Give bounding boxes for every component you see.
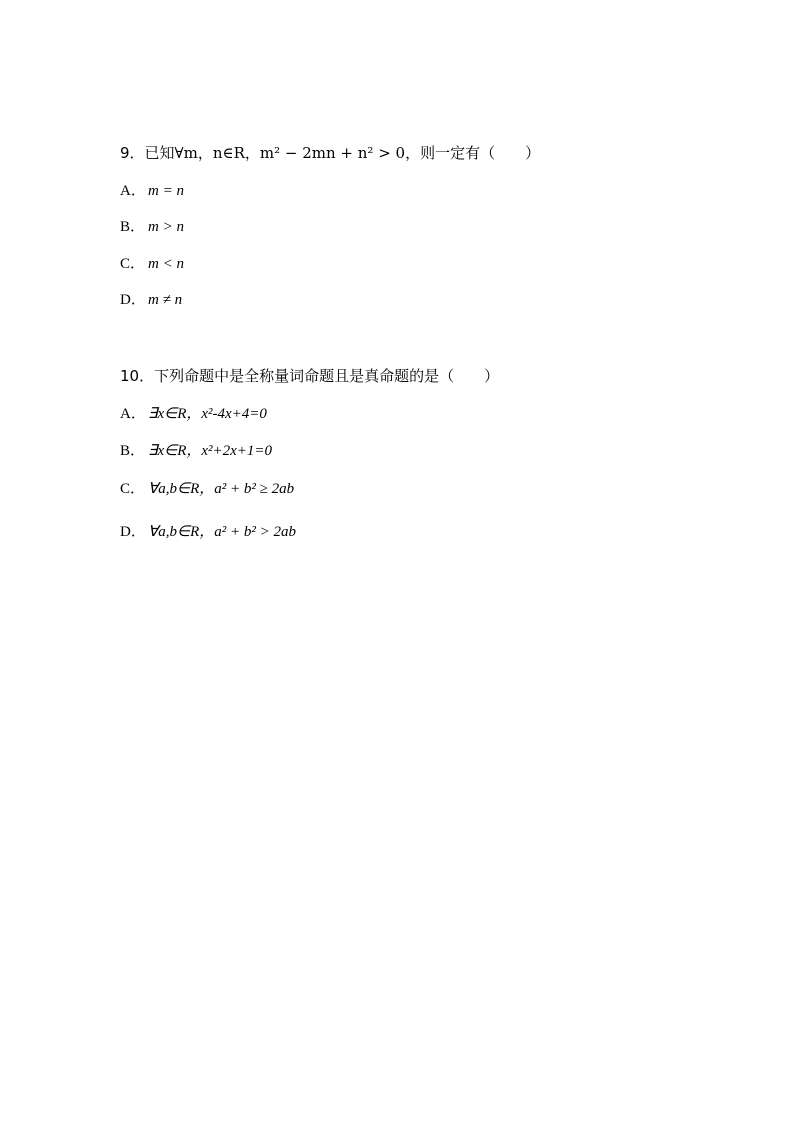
option-text: m < n	[148, 256, 184, 272]
option-label: C．	[120, 256, 146, 272]
option-label: D．	[120, 292, 146, 308]
option-text: ∀a,b∈R，a² + b² ≥ 2ab	[148, 481, 295, 497]
question-9-option-b	[120, 216, 184, 237]
question-10-option-d	[120, 521, 296, 542]
option-label: D．	[120, 524, 146, 540]
question-9-text: 已知∀m，n∈R，m² − 2mn + n² > 0，则一定有（ ）	[144, 144, 541, 162]
option-text: m ≠ n	[148, 292, 183, 308]
question-10-option-c	[120, 478, 294, 499]
question-10-option-b	[120, 440, 272, 461]
option-label: B．	[120, 443, 146, 459]
option-text: m > n	[148, 219, 184, 235]
question-9-option-a	[120, 180, 184, 201]
question-10-stem	[120, 366, 499, 386]
option-text: ∃x∈R，x²+2x+1=0	[148, 443, 273, 459]
option-label: C．	[120, 481, 146, 497]
option-text: ∀a,b∈R，a² + b² > 2ab	[148, 524, 296, 540]
option-label: A．	[120, 183, 146, 199]
option-label: B．	[120, 219, 146, 235]
question-10-option-a	[120, 403, 267, 424]
question-9-number: 9．	[120, 144, 145, 162]
question-9-option-c	[120, 253, 184, 274]
option-text: ∃x∈R，x²-4x+4=0	[148, 406, 267, 422]
option-label: A．	[120, 406, 146, 422]
option-text: m = n	[148, 183, 184, 199]
question-10-text: 下列命题中是全称量词命题且是真命题的是（ ）	[154, 367, 500, 385]
question-10-number: 10．	[120, 367, 155, 385]
question-9-stem	[120, 143, 540, 163]
question-9-option-d	[120, 289, 182, 310]
